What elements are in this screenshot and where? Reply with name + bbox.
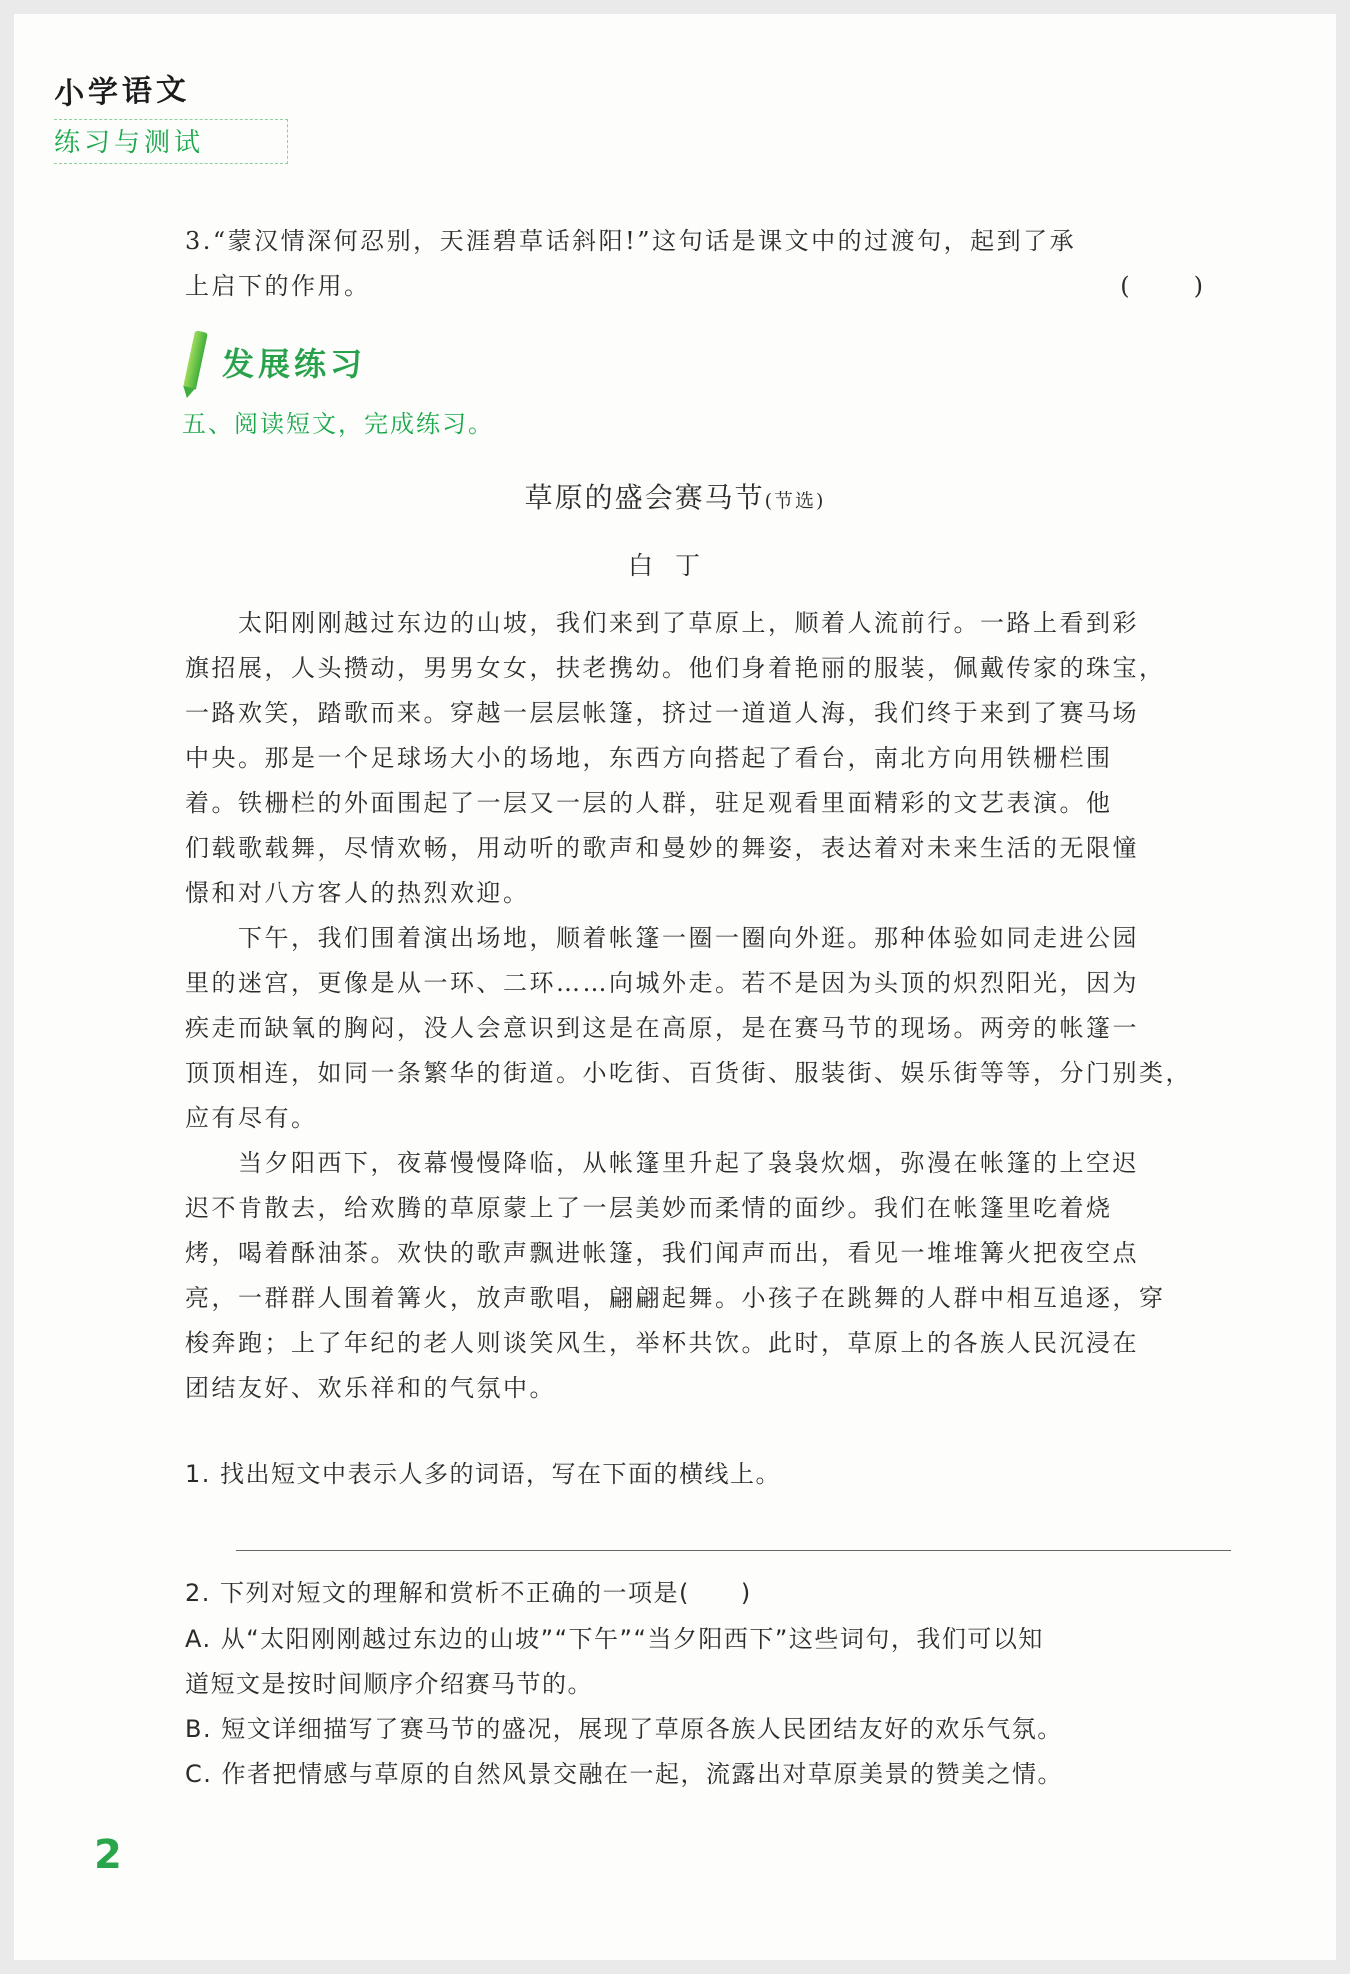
series-logo [54, 69, 288, 164]
article-line: 着。铁栅栏的外面围起了一层又一层的人群，驻足观看里面精彩的文艺表演。他 [185, 789, 1113, 817]
section-instruction: 五、阅读短文，完成练习。 [182, 410, 494, 438]
option-a-line-2: 道短文是按时间顺序介绍赛马节的。 [185, 1670, 593, 1698]
article-line: 太阳刚刚越过东边的山坡，我们来到了草原上，顺着人流前行。一路上看到彩 [185, 609, 1139, 637]
article-line: 顶顶相连，如同一条繁华的街道。小吃街、百货街、服装街、娱乐街等等，分门别类， [185, 1059, 1192, 1087]
article-line: 里的迷宫，更像是从一环、二环……向城外走。若不是因为头顶的炽烈阳光，因为 [185, 969, 1139, 997]
option-a-line-1: A. 从“太阳刚刚越过东边的山坡”“下午”“当夕阳西下”这些词句，我们可以知 [185, 1625, 1044, 1653]
article-line: 疾走而缺氧的胸闷，没人会意识到这是在高原，是在赛马节的现场。两旁的帐篷一 [185, 1014, 1139, 1042]
section-title: 发展练习 [222, 345, 367, 383]
article-line: 迟不肯散去，给欢腾的草原蒙上了一层美妙而柔情的面纱。我们在帐篷里吃着烧 [185, 1194, 1113, 1222]
article-line: 梭奔跑；上了年纪的老人则谈笑风生，举杯共饮。此时，草原上的各族人民沉浸在 [185, 1329, 1139, 1357]
article-line: 烤，喝着酥油茶。欢快的歌声飘进帐篷，我们闻声而出，看见一堆堆篝火把夜空点 [185, 1239, 1139, 1267]
page-number: 2 [94, 1832, 122, 1878]
exercise-2-prompt: 2. 下列对短文的理解和赏析不正确的一项是( ) [185, 1579, 752, 1607]
article-line: 亮，一群群人围着篝火，放声歌唱，翩翩起舞。小孩子在跳舞的人群中相互追逐，穿 [185, 1284, 1166, 1312]
series-subtitle: 练习与测试 [54, 119, 288, 164]
exercise-1-prompt: 1. 找出短文中表示人多的词语，写在下面的横线上。 [185, 1460, 782, 1488]
question-3-line-1: 3.“蒙汉情深何忍别，天涯碧草话斜阳!”这句话是课文中的过渡句，起到了承 [185, 227, 1077, 255]
article-line: 应有尽有。 [185, 1104, 318, 1132]
series-title: 小学语文 [53, 72, 191, 112]
workbook-page [14, 14, 1336, 1960]
question-3-line-2-text: 上启下的作用。 [185, 272, 371, 300]
answer-blank-line[interactable] [236, 1550, 1231, 1551]
article-line: 们载歌载舞，尽情欢畅，用动听的歌声和曼妙的舞姿，表达着对未来生活的无限憧 [185, 834, 1139, 862]
article-line: 下午，我们围着演出场地，顺着帐篷一圈一圈向外逛。那种体验如同走进公园 [185, 924, 1139, 952]
article-title-note: (节选) [764, 490, 826, 512]
option-c: C. 作者把情感与草原的自然风景交融在一起，流露出对草原美景的赞美之情。 [185, 1760, 1064, 1788]
article-line: 当夕阳西下，夜幕慢慢降临，从帐篷里升起了袅袅炊烟，弥漫在帐篷的上空迟 [185, 1149, 1139, 1177]
article-line: 一路欢笑，踏歌而来。穿越一层层帐篷，挤过一道道人海，我们终于来到了赛马场 [185, 699, 1139, 727]
article-title-text: 草原的盛会赛马节 [524, 481, 765, 514]
pencil-icon [183, 330, 208, 389]
article-line: 中央。那是一个足球场大小的场地，东西方向搭起了看台，南北方向用铁栅栏围 [185, 744, 1113, 772]
article-line: 团结友好、欢乐祥和的气氛中。 [185, 1374, 556, 1402]
answer-parentheses: ( ) [1120, 272, 1223, 300]
option-b: B. 短文详细描写了赛马节的盛况，展现了草原各族人民团结友好的欢乐气氛。 [185, 1715, 1063, 1743]
article-author: 白丁 [627, 551, 722, 580]
question-3-line-2 [185, 264, 1229, 309]
article-line: 旗招展，人头攒动，男男女女，扶老携幼。他们身着艳丽的服装，佩戴传家的珠宝， [185, 654, 1166, 682]
article-title [14, 476, 1336, 516]
article-line: 憬和对八方客人的热烈欢迎。 [185, 879, 530, 907]
